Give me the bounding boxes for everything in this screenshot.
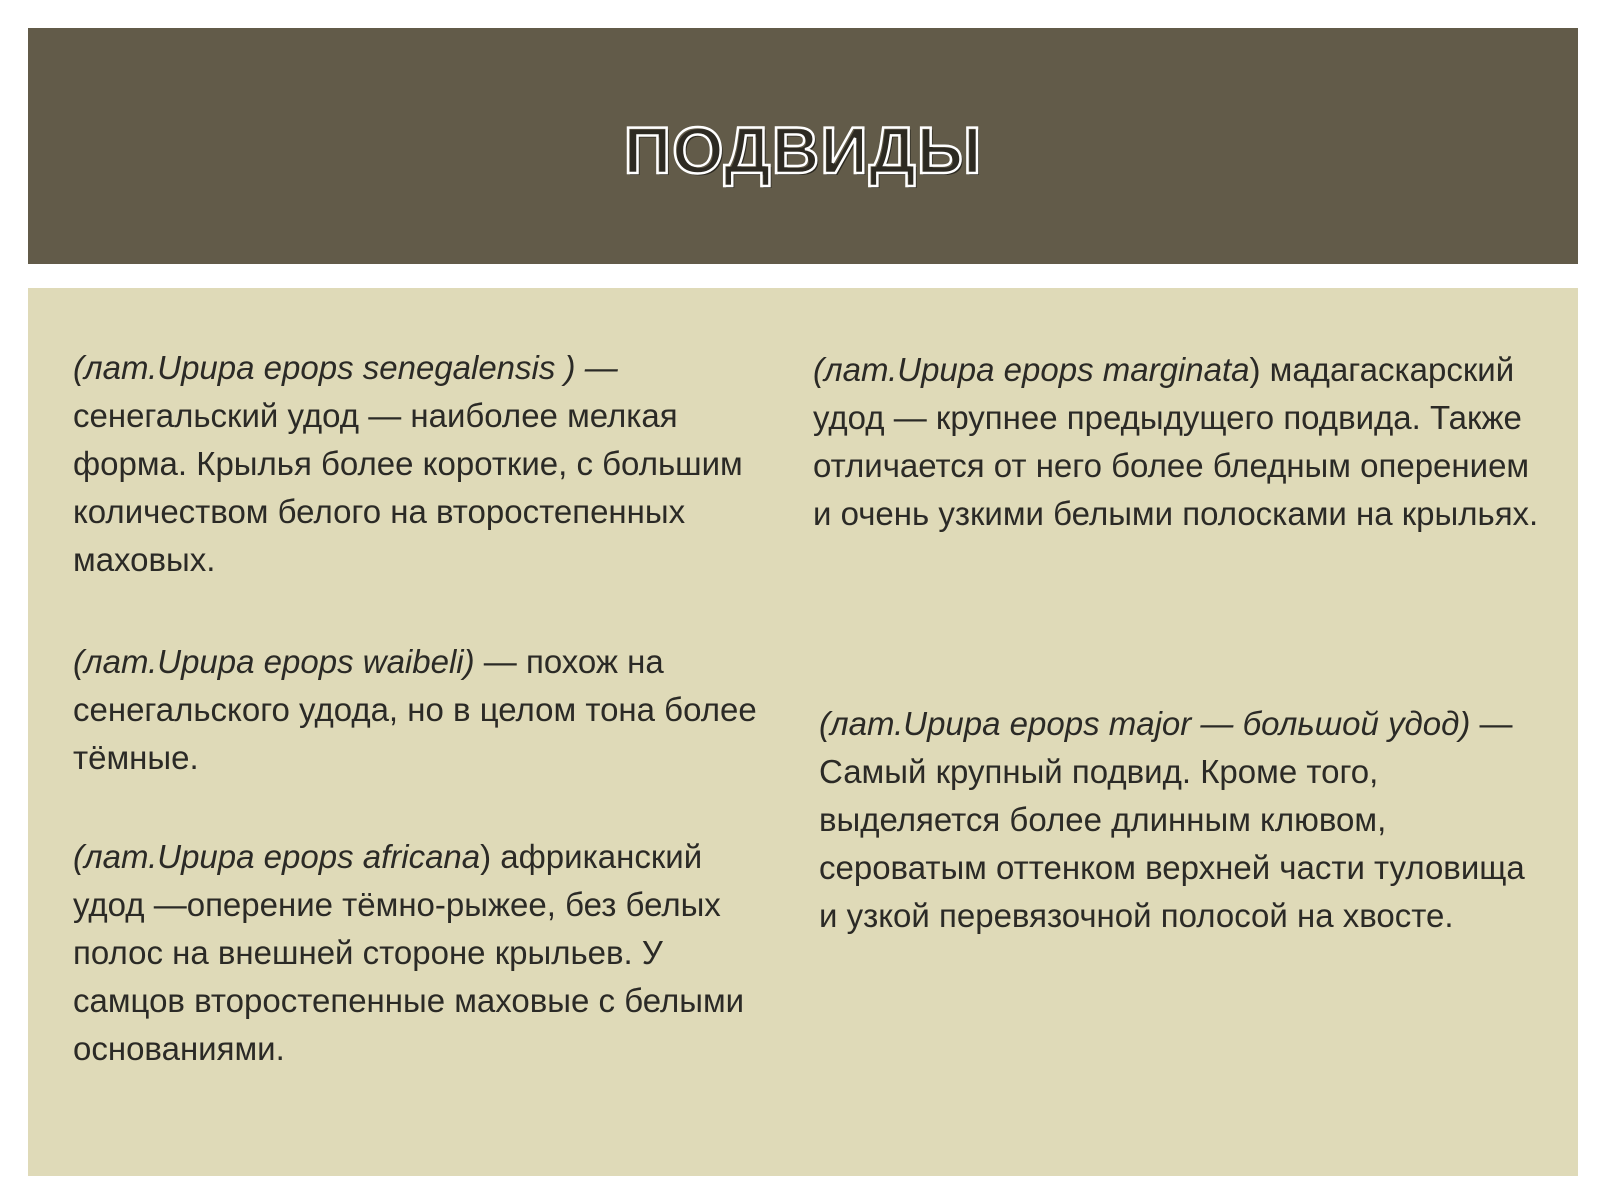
description: ) мадагаскарский удод — крупнее предыдущего подвида. Также отличается от него более бледным оперением и очень узкими белыми полосками на крыльях. [813,351,1539,532]
subspecies-major [819,700,1549,940]
description: ) африканский удод —оперение тёмно-рыжее, без белых полос на внешней стороне крыльев. У самцов второстепенные маховые с белыми основаниями. [73,838,745,1067]
subspecies-marginata [813,346,1543,538]
content-box [28,288,1578,1176]
subspecies-waibeli [73,638,773,782]
description: — похож на сенегальского удода, но в целом тона более тёмные. [73,643,757,776]
latin-name: (лат.Upupa epops marginata [813,351,1250,388]
description: сенегальский удод — наиболее мелкая форма. Крылья более короткие, с большим количеством белого на второстепенных маховых. [73,397,743,578]
subspecies-africana [73,833,773,1073]
subspecies-senegalensis [73,344,773,584]
latin-name: (лат.Upupa epops africana [73,838,481,875]
slide-title: ПОДВИДЫ [623,113,983,187]
title-bar [28,28,1578,264]
description: — Самый крупный подвид. Кроме того, выделяется более длинным клювом, сероватым оттенком верхней части туловища и узкой перевязочной полосой на хвосте. [819,705,1525,934]
latin-name: (лат.Upupa epops waibeli) [73,643,475,680]
latin-name: (лат.Upupa epops major — большой удод) [819,705,1471,742]
latin-name: (лат.Upupa epops senegalensis ) — [73,349,618,386]
